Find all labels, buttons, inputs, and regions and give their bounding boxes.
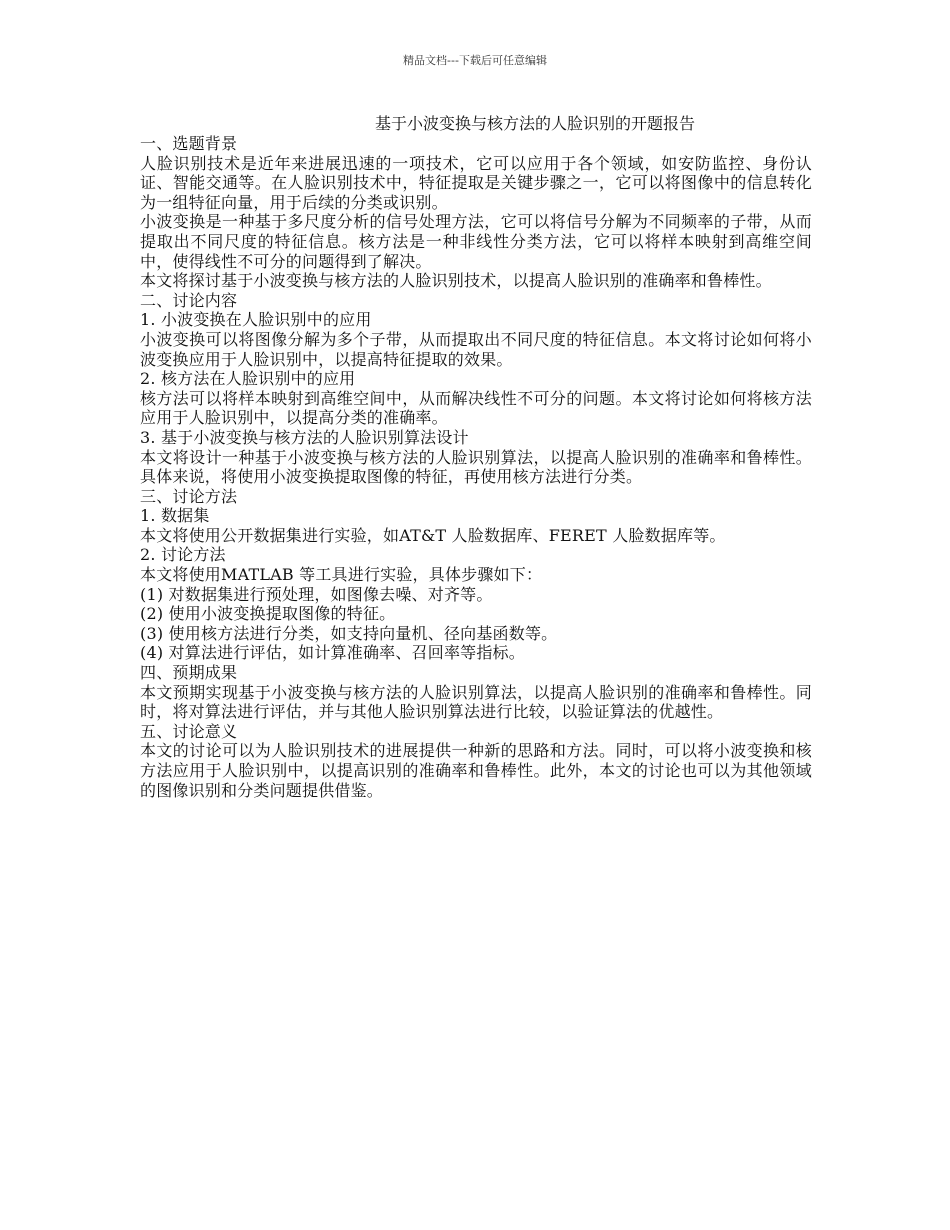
section-heading: 一、选题背景 <box>140 134 238 153</box>
subsection-heading: 2. 讨论方法 <box>140 545 226 565</box>
section-heading: 四、预期成果 <box>140 663 238 683</box>
paragraph: 核方法可以将样本映射到高维空间中，从而解决线性不可分的问题。本文将讨论如何将核方法应用于人脸识别中，以提高分类的准确率。 <box>140 388 812 428</box>
document-title: 基于小波变换与核方法的人脸识别的开题报告 <box>374 114 695 133</box>
paragraph: 本文将探讨基于小波变换与核方法的人脸识别技术，以提高人脸识别的准确率和鲁棒性。 <box>140 271 772 291</box>
paragraph: 小波变换可以将图像分解为多个子带，从而提取出不同尺度的特征信息。本文将讨论如何将小波变换应用于人脸识别中，以提高特征提取的效果。 <box>140 329 812 369</box>
section-heading: 二、讨论内容 <box>140 290 238 310</box>
subsection-heading: 1. 数据集 <box>140 506 210 526</box>
list-item: (1) 对数据集进行预处理，如图像去噪、对齐等。 <box>140 584 493 604</box>
paragraph: 本文将使用MATLAB 等工具进行实验，具体步骤如下： <box>140 565 543 585</box>
list-item: (2) 使用小波变换提取图像的特征。 <box>140 604 396 624</box>
document-body <box>140 134 812 800</box>
section-heading: 五、讨论意义 <box>140 721 238 741</box>
paragraph: 小波变换是一种基于多尺度分析的信号处理方法，它可以将信号分解为不同频率的子带，从而提取出不同尺度的特征信息。核方法是一种非线性分类方法，它可以将样本映射到高维空间中，使得线性不可分的问题得到了解决。 <box>140 212 812 271</box>
subsection-heading: 1. 小波变换在人脸识别中的应用 <box>140 310 372 330</box>
list-item: (3) 使用核方法进行分类，如支持向量机、径向基函数等。 <box>140 623 558 643</box>
subsection-heading: 3. 基于小波变换与核方法的人脸识别算法设计 <box>140 427 469 447</box>
section-heading: 三、讨论方法 <box>140 486 238 506</box>
paragraph: 本文将设计一种基于小波变换与核方法的人脸识别算法，以提高人脸识别的准确率和鲁棒性。具体来说，将使用小波变换提取图像的特征，再使用核方法进行分类。 <box>140 447 812 487</box>
paragraph: 本文将使用公开数据集进行实验，如AT&T 人脸数据库、FERET 人脸数据库等。 <box>140 525 726 545</box>
header-watermark: 精品文档---下载后可任意编辑 <box>403 54 547 67</box>
paragraph: 本文的讨论可以为人脸识别技术的进展提供一种新的思路和方法。同时，可以将小波变换和核方法应用于人脸识别中，以提高识别的准确率和鲁棒性。此外，本文的讨论也可以为其他领域的图像识别和分类问题提供借鉴。 <box>140 741 812 800</box>
paragraph: 本文预期实现基于小波变换与核方法的人脸识别算法，以提高人脸识别的准确率和鲁棒性。同时，将对算法进行评估，并与其他人脸识别算法进行比较，以验证算法的优越性。 <box>140 682 812 722</box>
subsection-heading: 2. 核方法在人脸识别中的应用 <box>140 369 356 389</box>
list-item: (4) 对算法进行评估，如计算准确率、召回率等指标。 <box>140 643 525 663</box>
paragraph: 人脸识别技术是近年来进展迅速的一项技术，它可以应用于各个领域，如安防监控、身份认证、智能交通等。在人脸识别技术中，特征提取是关键步骤之一，它可以将图像中的信息转化为一组特征向量，用于后续的分类或识别。 <box>140 153 812 212</box>
